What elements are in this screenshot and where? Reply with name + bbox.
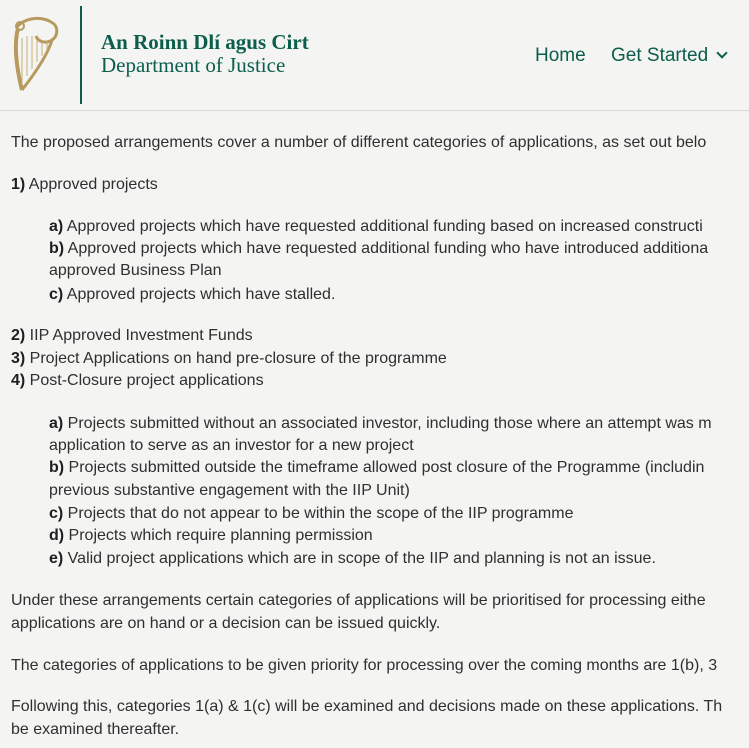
list-item-category-4 (11, 370, 264, 392)
following-paragraph-line-1: Following this, categories 1(a) & 1(c) will be examined and decisions made on these applications. Th (11, 698, 723, 715)
site-header (0, 0, 749, 111)
nav-get-started-menu[interactable] (611, 45, 726, 67)
sub-item-1a (49, 216, 703, 238)
sub-item-4b (49, 457, 704, 479)
list-text: Post-Closure project applications (25, 372, 264, 389)
sub-text: Valid project applications which are in scope of the IIP and planning is not an issue. (63, 550, 656, 567)
main-content (0, 110, 749, 748)
sub-letter: b) (49, 459, 65, 476)
list-text: IIP Approved Investment Funds (25, 327, 253, 344)
list-number: 3) (11, 350, 26, 367)
sub-item-4c (49, 503, 573, 525)
sub-text: Projects submitted without an associated investor, including those where an attempt was m (63, 415, 712, 432)
sub-item-4a-cont: application to serve as an investor for a new project (49, 437, 414, 454)
sub-text: Projects submitted outside the timeframe allowed post closure of the Programme (includin (64, 459, 705, 476)
sub-item-1c (49, 284, 335, 306)
sub-item-4a (49, 413, 712, 435)
list-number: 1) (11, 176, 26, 193)
sub-item-1b (49, 238, 708, 260)
sub-letter: b) (49, 240, 65, 257)
categories-paragraph: The categories of applications to be given priority for processing over the coming months are 1(b), 3 (11, 657, 718, 674)
org-name-english: Department of Justice (101, 53, 286, 77)
sub-item-4b-cont: previous substantive engagement with the IIP Unit) (49, 482, 410, 499)
sub-text: Projects that do not appear to be within the scope of the IIP programme (63, 505, 574, 522)
sub-letter: a) (49, 218, 64, 235)
sub-text: Approved projects which have requested additional funding based on increased constructi (63, 218, 703, 235)
list-number: 2) (11, 327, 26, 344)
sub-text: Approved projects which have requested additional funding who have introduced additiona (64, 240, 709, 257)
sub-item-4e (49, 548, 656, 570)
brand-title[interactable] (101, 31, 309, 77)
priority-paragraph-line-1: Under these arrangements certain categories of applications will be prioritised for processing eithe (11, 592, 706, 609)
org-name-irish: An Roinn Dlí agus Cirt (101, 30, 309, 54)
sub-letter: c) (49, 286, 64, 303)
nav-home-link[interactable]: Home (535, 45, 586, 66)
following-paragraph-line-2: be examined thereafter. (11, 721, 180, 738)
sub-letter: c) (49, 505, 64, 522)
priority-paragraph-line-2: applications are on hand or a decision can be issued quickly. (11, 615, 441, 632)
sub-letter: a) (49, 415, 64, 432)
sub-item-4d (49, 525, 373, 547)
list-text: Project Applications on hand pre-closure of the programme (25, 350, 447, 367)
header-divider (80, 6, 82, 104)
harp-logo-icon[interactable] (8, 14, 64, 96)
list-text: Approved projects (25, 176, 158, 193)
nav-get-started-label: Get Started (611, 45, 709, 66)
sub-text: Approved projects which have stalled. (63, 286, 336, 303)
list-item-category-3 (11, 348, 447, 370)
list-item-category-2 (11, 325, 253, 347)
sub-letter: d) (49, 527, 65, 544)
sub-text: Projects which require planning permission (64, 527, 373, 544)
intro-paragraph: The proposed arrangements cover a number of different categories of applications, as set out belo (11, 134, 707, 151)
list-number: 4) (11, 372, 26, 389)
sub-letter: e) (49, 550, 64, 567)
chevron-down-icon (717, 47, 728, 58)
sub-item-1b-cont: approved Business Plan (49, 262, 222, 279)
list-item-category-1 (11, 174, 158, 196)
